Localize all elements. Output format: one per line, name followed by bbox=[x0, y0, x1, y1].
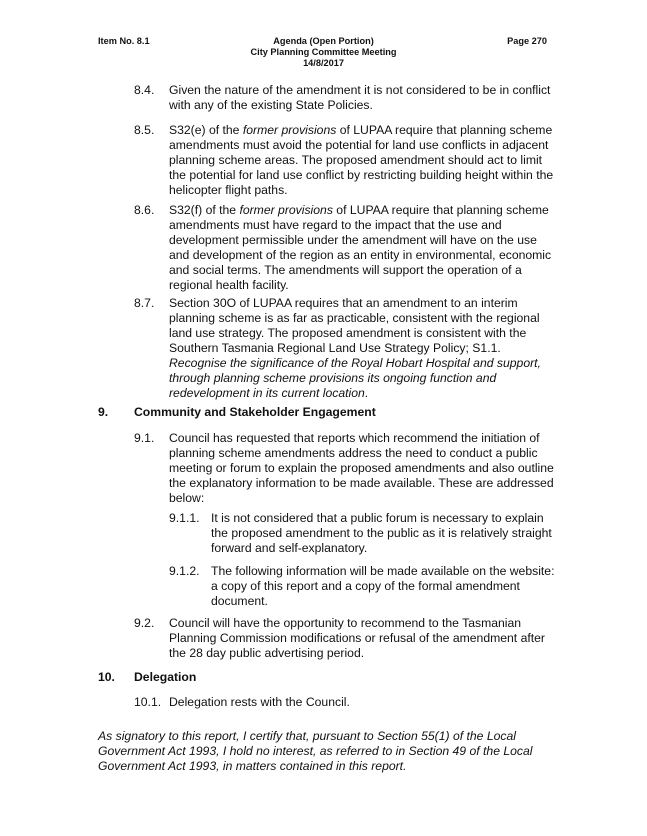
signatory-statement: As signatory to this report, I certify that, pursuant to Section 55(1) of the Local Government Act 1993, I hold no interest, as referred to in Section 49 of the Local Government Act 1993, in matters contained in this report. bbox=[98, 729, 533, 773]
paragraph-text bbox=[169, 203, 554, 293]
paragraph-text: The following information will be made available on the website: a copy of this report and a copy of the formal amendment document. bbox=[211, 564, 555, 608]
section-number: 10. bbox=[98, 670, 115, 684]
paragraph-9-1-2 bbox=[169, 564, 559, 609]
paragraph-text: Council has requested that reports which recommend the initiation of planning scheme amendments address the need to conduct a public meeting or forum to explain the proposed amendments and also outline the explanatory information to be made available. These are addressed below: bbox=[169, 431, 554, 505]
paragraph-number: 8.7. bbox=[134, 296, 155, 310]
section-number: 9. bbox=[98, 405, 109, 419]
text-run: of LUPAA require that planning scheme amendments must avoid the potential for land use conflicts in adjacent planning scheme areas. The proposed amendment should act to limit the potential for land use conflict by restricting building height within the helicopter flight paths. bbox=[169, 123, 554, 197]
text-run: . bbox=[364, 386, 369, 400]
paragraph-number: 10.1. bbox=[134, 695, 162, 709]
committee-name: City Planning Committee Meeting bbox=[250, 47, 397, 57]
paragraph-text: It is not considered that a public forum is necessary to explain the proposed amendment to the public as it is relatively straight forward and self-explanatory. bbox=[211, 511, 552, 555]
italic-run: former provisions bbox=[242, 123, 337, 137]
agenda-title: Agenda (Open Portion) bbox=[273, 36, 374, 46]
paragraph-8-6 bbox=[134, 203, 554, 293]
strategy-quote: Recognise the significance of the Royal Hobart Hospital and support, through planning scheme provisions its ongoing function and redevelopment in its current location bbox=[169, 356, 541, 400]
paragraph-9-1-1 bbox=[169, 511, 559, 556]
paragraph-9-2 bbox=[134, 616, 554, 661]
section-title: Delegation bbox=[134, 670, 197, 684]
section-heading-10 bbox=[98, 670, 196, 685]
paragraph-number: 8.6. bbox=[134, 203, 155, 217]
text-run: Section 30O of LUPAA requires that an amendment to an interim planning scheme is as far as practicable, consistent with the regional land use strategy. The proposed amendment is consistent with the Southern Tasmania Regional Land Use Strategy Policy; S1.1. bbox=[169, 296, 540, 355]
paragraph-number: 9.2. bbox=[134, 616, 155, 630]
page-header-center bbox=[0, 36, 647, 69]
italic-run: former provisions bbox=[239, 203, 333, 217]
paragraph-9-1 bbox=[134, 431, 554, 506]
section-title: Community and Stakeholder Engagement bbox=[134, 405, 376, 419]
paragraph-8-4 bbox=[134, 83, 554, 113]
paragraph-text bbox=[169, 296, 554, 401]
section-heading-9 bbox=[98, 405, 376, 420]
item-number: Item No. 8.1 bbox=[98, 36, 150, 46]
paragraph-10-1 bbox=[134, 695, 554, 710]
meeting-date: 14/8/2017 bbox=[303, 58, 344, 68]
paragraph-text: Given the nature of the amendment it is not considered to be in conflict with any of the existing State Policies. bbox=[169, 83, 551, 112]
paragraph-text: Delegation rests with the Council. bbox=[169, 695, 350, 709]
page-number: Page 270 bbox=[507, 36, 547, 46]
paragraph-text bbox=[169, 123, 554, 198]
paragraph-number: 9.1.1. bbox=[169, 511, 200, 525]
paragraph-number: 9.1. bbox=[134, 431, 155, 445]
text-run: S32(f) of the bbox=[169, 203, 240, 217]
text-run: S32(e) of the bbox=[169, 123, 243, 137]
paragraph-8-5 bbox=[134, 123, 554, 198]
paragraph-number: 8.5. bbox=[134, 123, 155, 137]
paragraph-text: Council will have the opportunity to recommend to the Tasmanian Planning Commission modifications or refusal of the amendment after the 28 day public advertising period. bbox=[169, 616, 545, 660]
text-run: of LUPAA require that planning scheme amendments must have regard to the impact that the use and development permissible under the amendment will have on the use and development of the region as an entity in environmental, economic and social terms. The amendments will support the operation of a regional health facility. bbox=[169, 203, 552, 292]
paragraph-8-7 bbox=[134, 296, 554, 401]
paragraph-number: 8.4. bbox=[134, 83, 155, 97]
paragraph-number: 9.1.2. bbox=[169, 564, 200, 578]
